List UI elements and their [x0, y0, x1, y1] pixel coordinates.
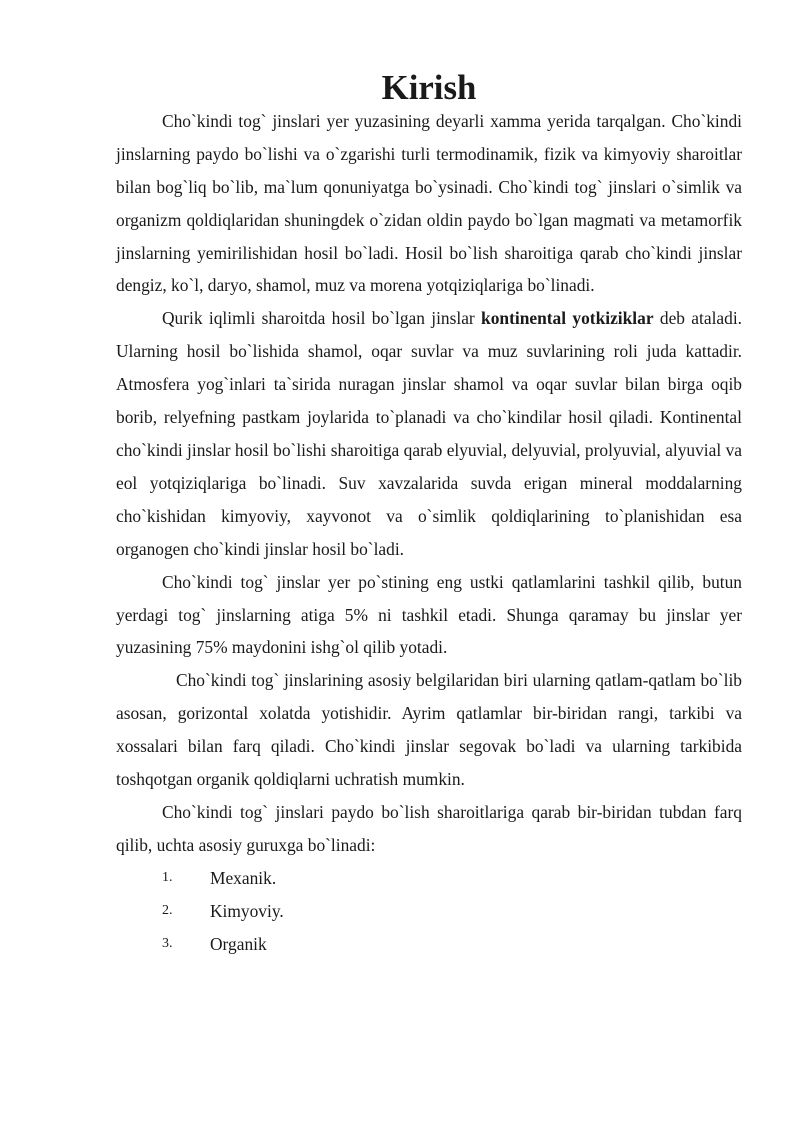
list-item [116, 928, 742, 961]
paragraph-crust: Cho`kindi tog` jinslar yer po`stining eng ustki qatlamlarini tashkil qilib, butun yerdagi tog` jinslarning atiga 5% ni tashkil etadi. Shunga qaramay bu jinslar yer yuzasining 75% maydonini ishg`ol qilib yotadi. [116, 571, 742, 658]
group-list [116, 862, 742, 961]
paragraph-intro: Cho`kindi tog` jinslari yer yuzasining deyarli xamma yerida tarqalgan. Cho`kindi jinslarning paydo bo`lishi va o`zgarishi turli termodinamik, fizik va kimyoviy sharoitlar bilan bog`liq bo`lib, ma`lum qonuniyatga bo`ysinadi. Cho`kindi tog` jinslari o`simlik va organizm qoldiqlaridan shuningdek o`zidan oldin paydo bo`lgan magmati va metamorfik jinslarning yemirilishidan hosil bo`ladi. Hosil bo`lish sharoitiga qarab cho`kindi jinslar dengiz, ko`l, daryo, shamol, muz va morena yotqiziqlariga bo`linadi. [116, 110, 742, 296]
document-page [116, 68, 743, 960]
list-item-text: Kimyoviy. [210, 900, 284, 921]
list-item-text: Organik [210, 933, 267, 954]
paragraph-text: deb ataladi. Ularning hosil bo`lishida shamol, oqar suvlar va muz suvlarining roli juda kattadir. Atmosfera yog`inlari ta`sirida nuragan jinslar shamol va oqar suvlar bilan birga oqib borib, relyefning pastkam joylarida to`planadi va cho`kindilar hosil qiladi. Kontinental cho`kindi jinslar hosil bo`lishi sharoitiga qarab elyuvial, delyuvial, prolyuvial, alyuvial va eol yotqiziqlariga bo`linadi. Suv xavzalarida suvda erigan mineral moddalarning cho`kishidan kimyoviy, xayvonot va o`simlik qoldiqlarining to`planishidan esa organogen cho`kindi jinslar hosil bo`ladi. [116, 308, 743, 559]
paragraph-features: Cho`kindi tog` jinslarining asosiy belgilaridan biri ularning qatlam-qatlam bo`lib asosan, gorizontal xolatda yotishidir. Ayrim qatlamlar bir-biridan rangi, tarkibi va xossalari bilan farq qiladi. Cho`kindi jinslar segovak bo`ladi va ularning tarkibida toshqotgan organik qoldiqlarni uchratish mumkin. [116, 670, 742, 790]
paragraph-continental [116, 302, 742, 565]
list-number: 1. [162, 869, 173, 885]
list-number: 3. [162, 935, 173, 951]
list-item [116, 895, 742, 928]
paragraph-groups: Cho`kindi tog` jinslari paydo bo`lish sharoitlariga qarab bir-biridan tubdan farq qilib, uchta asosiy guruxga bo`linadi: [116, 801, 742, 855]
list-item-text: Mexanik. [210, 867, 277, 888]
paragraph-text: Qurik iqlimli sharoitda hosil bo`lgan jinslar [162, 308, 482, 329]
list-item [116, 862, 742, 895]
list-number: 2. [162, 902, 173, 918]
page-title: Kirish [381, 68, 477, 107]
bold-term: kontinental yotkiziklar [481, 308, 654, 329]
